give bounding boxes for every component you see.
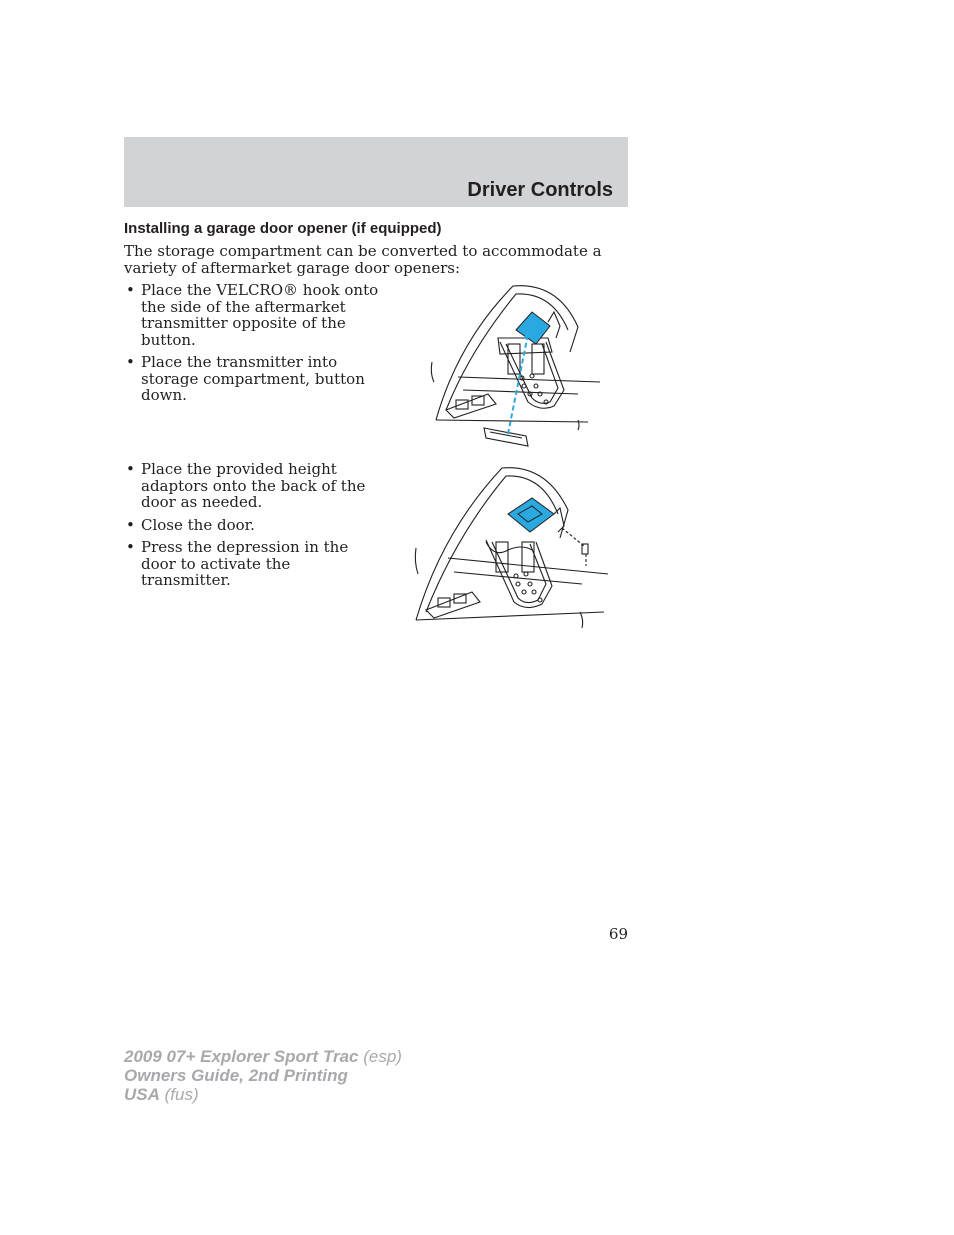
list-item xyxy=(124,539,379,589)
list-item xyxy=(124,461,379,511)
instruction-list-2 xyxy=(124,461,379,595)
list-item xyxy=(124,354,379,404)
page-number: 69 xyxy=(608,925,628,943)
subsection-heading: Installing a garage door opener (if equipped) xyxy=(124,220,442,237)
bullet-icon: • xyxy=(126,515,135,534)
list-item-text: Place the VELCRO® hook onto the side of the aftermarket transmitter opposite of the button. xyxy=(141,281,379,349)
list-item-text: Press the depression in the door to activate the transmitter. xyxy=(141,538,349,589)
bullet-icon: • xyxy=(126,460,135,478)
intro-paragraph: The storage compartment can be converted to accommodate a variety of aftermarket garage door openers: xyxy=(124,242,602,277)
list-item-text: Place the provided height adaptors onto the back of the door as needed. xyxy=(141,460,366,511)
list-item xyxy=(124,282,379,348)
bullet-icon: • xyxy=(126,538,135,556)
list-item-text: Close the door. xyxy=(141,515,255,534)
bullet-icon: • xyxy=(126,353,135,371)
footer-line-1: 2009 07+ Explorer Sport Trac (esp) xyxy=(124,1047,402,1066)
list-item xyxy=(124,517,379,534)
instruction-list-1 xyxy=(124,282,379,410)
list-item-text: Place the transmitter into storage compartment, button down. xyxy=(141,353,365,404)
bullet-icon: • xyxy=(126,281,135,299)
section-header-bar xyxy=(124,137,628,207)
height-adaptor-illustration xyxy=(412,462,610,630)
footer-line-3: USA (fus) xyxy=(124,1085,199,1104)
footer-line-2: Owners Guide, 2nd Printing xyxy=(124,1066,348,1085)
section-title: Driver Controls xyxy=(467,179,613,201)
document-footer xyxy=(124,1047,402,1104)
transmitter-insertion-illustration xyxy=(428,282,603,454)
